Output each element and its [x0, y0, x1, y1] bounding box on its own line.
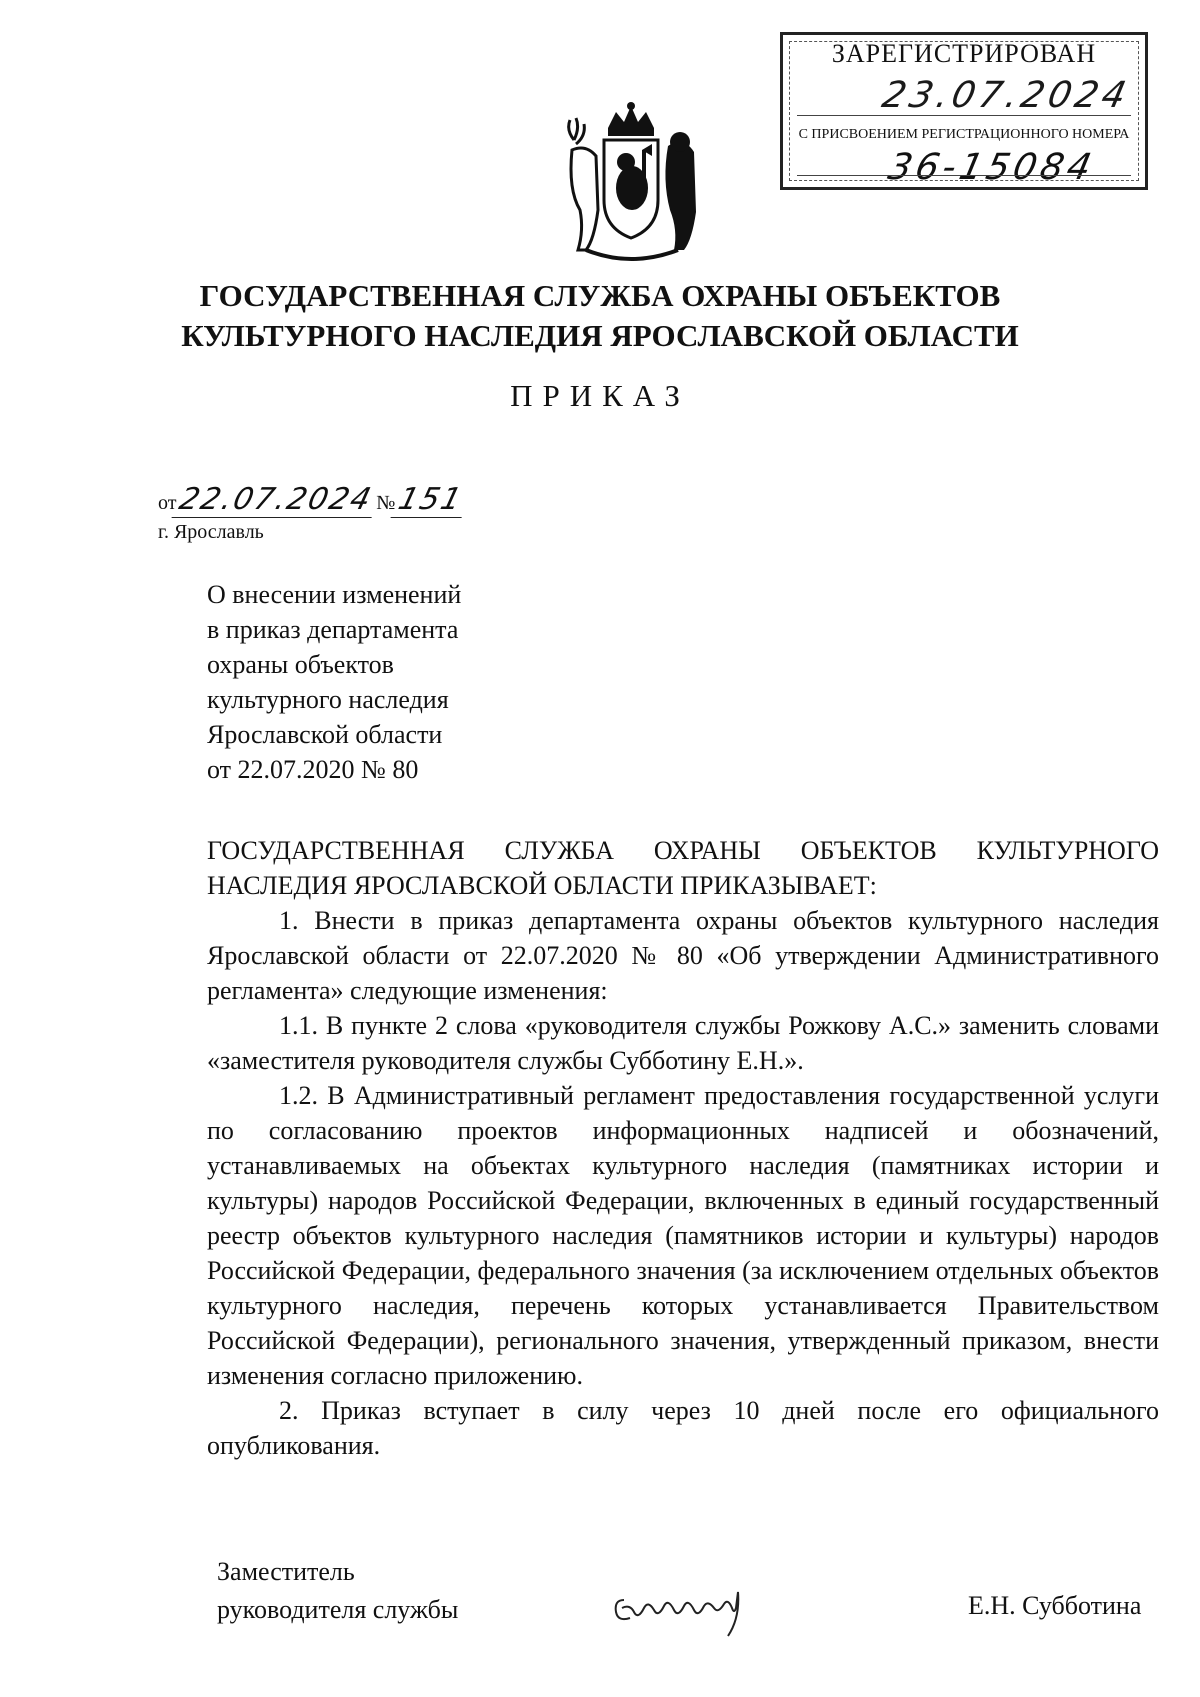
order-date-number [158, 482, 467, 518]
document-type: ПРИКАЗ [510, 378, 690, 413]
paragraph-1: 1. Внести в приказ департамента охраны объектов культурного наследия Ярославской области от 22.07.2020 № 80 «Об утверждении Административного регламента» следующие изменения: [207, 906, 1159, 1005]
subject-line: О внесении изменений [207, 580, 462, 609]
subject-line: культурного наследия [207, 685, 449, 714]
order-body [207, 833, 1159, 1463]
date-prefix: от [158, 492, 177, 514]
subject-line: Ярославской области [207, 720, 443, 749]
coat-of-arms-icon [556, 100, 706, 270]
registration-stamp [780, 32, 1148, 190]
paragraph-1-1: 1.1. В пункте 2 слова «руководителя службы Рожкову А.С.» заменить словами «заместителя руководителя службы Субботину Е.Н.». [207, 1011, 1159, 1075]
number-prefix: № [376, 492, 396, 514]
stamp-divider [797, 175, 1131, 176]
paragraph-1-2: 1.2. В Административный регламент предоставления государственной услуги по согласованию проектов информационных надписей и обозначений, устанавливаемых на объектах культурного наследия (памятниках истории и культуры) народов Российской Федерации, включенных в единый государственный реестр объектов культурного наследия (памятников истории и культуры) народов Российской Федерации, федерального значения (за исключением отдельных объектов культурного наследия, перечень которых устанавливается Правительством Российской Федерации), регионального значения, утвержденный приказом, внести изменения согласно приложению. [207, 1081, 1159, 1390]
order-number: 151 [391, 482, 471, 518]
organization-title [0, 276, 1200, 356]
subject-line: в приказ департамента [207, 615, 459, 644]
stamp-subtitle: С ПРИСВОЕНИЕМ РЕГИСТРАЦИОННОГО НОМЕРА [798, 127, 1130, 142]
stamp-title: ЗАРЕГИСТРИРОВАН [831, 39, 1097, 68]
position-line2: руководителя службы [217, 1595, 459, 1624]
position-line1: Заместитель [217, 1557, 355, 1586]
stamp-date: 23.07.2024 [878, 75, 1134, 116]
preamble: ГОСУДАРСТВЕННАЯ СЛУЖБА ОХРАНЫ ОБЪЕКТОВ КУЛЬТУРНОГО НАСЛЕДИЯ ЯРОСЛАВСКОЙ ОБЛАСТИ ПРИКАЗЫВАЕТ: [207, 836, 1159, 900]
handwritten-signature-icon [610, 1578, 770, 1642]
order-subject [207, 577, 627, 787]
signatory-name: Е.Н. Субботина [968, 1591, 1142, 1620]
city: г. Ярославль [158, 521, 264, 543]
subject-line: охраны объектов [207, 650, 394, 679]
order-date: 22.07.2024 [172, 482, 381, 518]
stamp-registration-number: 36-15084 [884, 147, 1099, 188]
organization-title-line2: КУЛЬТУРНОГО НАСЛЕДИЯ ЯРОСЛАВСКОЙ ОБЛАСТИ [181, 318, 1019, 353]
stamp-divider [797, 115, 1131, 116]
subject-line: от 22.07.2020 № 80 [207, 755, 419, 784]
signatory-position [217, 1553, 458, 1629]
paragraph-2: 2. Приказ вступает в силу через 10 дней после его официального опубликования. [207, 1396, 1159, 1460]
organization-title-line1: ГОСУДАРСТВЕННАЯ СЛУЖБА ОХРАНЫ ОБЪЕКТОВ [199, 278, 1001, 313]
